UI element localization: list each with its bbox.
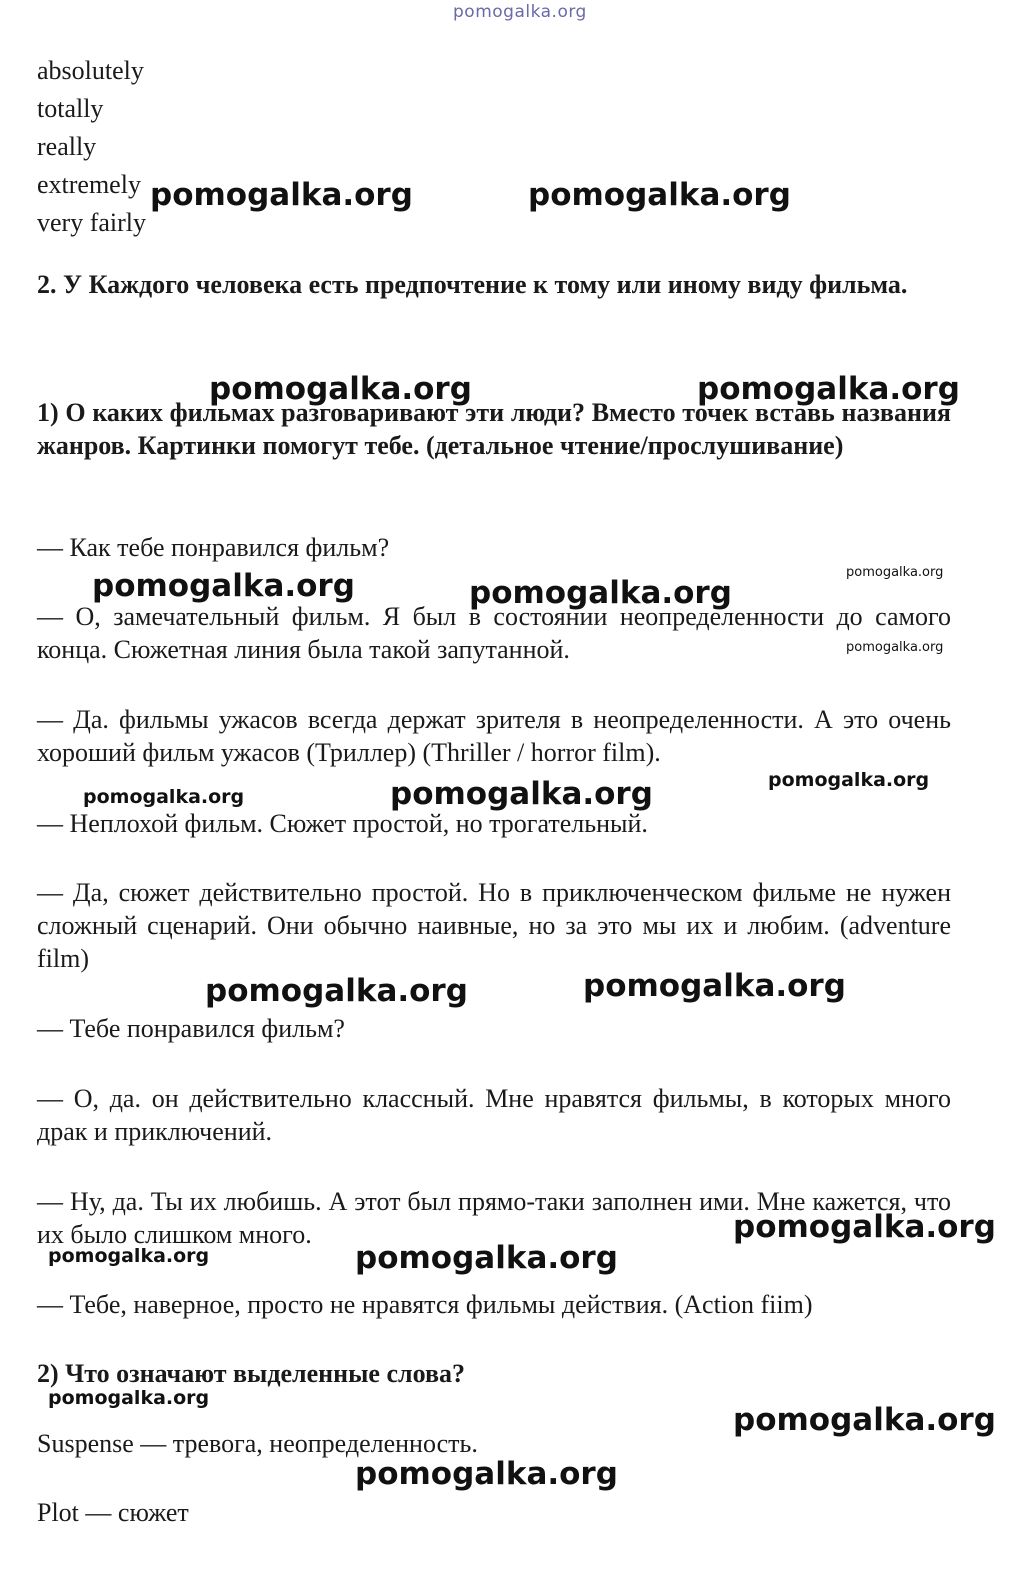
watermark: pomogalka.org (583, 968, 846, 1004)
watermark: pomogalka.org (733, 1402, 996, 1438)
dialogue-line: — О, замечательный фильм. Я был в состоянии неопределенности до самого конца. Сюжетная линия была такой запутанной. (37, 602, 951, 664)
list-item: really (37, 132, 97, 161)
header-watermark: pomogalka.org (453, 2, 587, 22)
definition-item: Plot — сюжет (37, 1498, 189, 1527)
watermark: pomogalka.org (355, 1240, 618, 1276)
watermark: pomogalka.org (48, 1245, 210, 1267)
watermark: pomogalka.org (733, 1209, 996, 1245)
watermark: pomogalka.org (528, 177, 791, 213)
dialogue-line: — Неплохой фильм. Сюжет простой, но трогательный. (37, 809, 648, 838)
watermark: pomogalka.org (768, 769, 930, 791)
list-item: extremely (37, 170, 141, 199)
watermark: pomogalka.org (205, 973, 468, 1009)
list-item: absolutely (37, 56, 144, 85)
watermark: pomogalka.org (150, 177, 413, 213)
dialogue-line: — Да, сюжет действительно простой. Но в приключенческом фильме не нужен сложный сценарий. Они обычно наивные, но за это мы их и любим. (adventure film) (37, 878, 951, 973)
subtask-2-instruction: 2) Что означают выделенные слова? (37, 1359, 465, 1388)
watermark: pomogalka.org (209, 371, 472, 407)
watermark: pomogalka.org (355, 1456, 618, 1492)
watermark: pomogalka.org (846, 640, 944, 655)
watermark: pomogalka.org (469, 575, 732, 611)
definition-item: Suspense — тревога, неопределенность. (37, 1429, 478, 1458)
watermark: pomogalka.org (697, 371, 960, 407)
dialogue-line: — Ну, да. Ты их любишь. А этот был прямо-таки заполнен ими. Мне кажется, что их было слишком много. (37, 1187, 951, 1249)
watermark: pomogalka.org (48, 1387, 210, 1409)
dialogue-line: — Да. фильмы ужасов всегда держат зрителя в неопределенности. А это очень хороший фильм ужасов (Триллер) (Thriller / horror film). (37, 705, 951, 767)
dialogue-line: — Тебе, наверное, просто не нравятся фильмы действия. (Action fiim) (37, 1290, 813, 1319)
watermark: pomogalka.org (83, 786, 245, 808)
list-item: very fairly (37, 208, 147, 237)
watermark: pomogalka.org (846, 565, 944, 580)
watermark: pomogalka.org (390, 776, 653, 812)
task-heading: 2. У Каждого человека есть предпочтение к тому или иному виду фильма. (37, 270, 908, 299)
dialogue-line: — Как тебе понравился фильм? (37, 533, 390, 562)
subtask-1-instruction: 1) О каких фильмах разговаривают эти люди? Вместо точек вставь названия жанров. Картинки помогут тебе. (детальное чтение/прослушивание) (37, 398, 951, 460)
list-item: totally (37, 94, 104, 123)
dialogue-line: — Тебе понравился фильм? (37, 1014, 345, 1043)
dialogue-line: — О, да. он действительно классный. Мне нравятся фильмы, в которых много драк и приключений. (37, 1084, 951, 1146)
watermark: pomogalka.org (92, 568, 355, 604)
